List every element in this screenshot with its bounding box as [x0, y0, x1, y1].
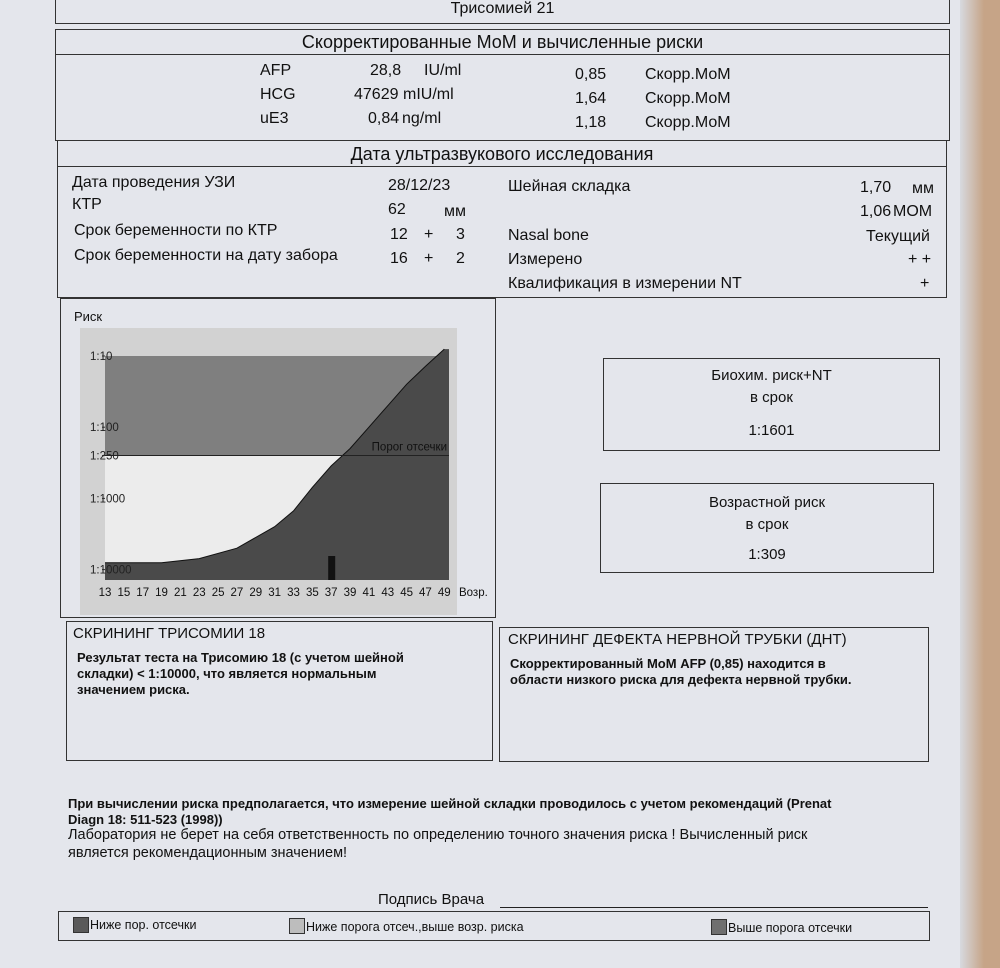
- ga-ktr-days: 3: [456, 226, 465, 243]
- y-tick-label: 1:100: [90, 422, 119, 435]
- combined-risk-subtitle: в срок: [750, 389, 793, 406]
- x-tick-label: 19: [155, 587, 168, 599]
- ga-ktr-plus: +: [424, 226, 434, 243]
- y-tick-label: 1:250: [90, 450, 119, 463]
- legend-swatch-above: [711, 919, 727, 935]
- marker-name: uE3: [260, 110, 289, 127]
- ga-sample-weeks: 16: [390, 250, 408, 267]
- threshold-label: Порог отсечки: [371, 441, 447, 454]
- legend-swatch-mid: [289, 918, 305, 934]
- ntd-title: СКРИНИНГ ДЕФЕКТА НЕРВНОЙ ТРУБКИ (ДНТ): [508, 631, 847, 648]
- x-tick-label: 17: [136, 587, 150, 599]
- legend-label: Выше порога отсечки: [728, 921, 853, 935]
- marker-name: AFP: [260, 62, 292, 79]
- legend-label: Ниже порога отсеч.,выше возр. риска: [306, 920, 524, 934]
- x-tick-label: 23: [192, 587, 206, 599]
- x-tick-label: 49: [437, 587, 451, 599]
- t18-title: СКРИНИНГ ТРИСОМИИ 18: [73, 625, 266, 642]
- mom-title: Скорректированные МоМ и вычисленные риски: [301, 32, 704, 52]
- ga-sample-label: Срок беременности на дату забора: [74, 247, 338, 264]
- trisomy21-title-box: [55, 0, 950, 24]
- t18-line: значением риска.: [77, 682, 190, 697]
- trisomy21-title: Трисомией 21: [450, 0, 555, 17]
- t18-line: складки) < 1:10000, что является нормальным: [77, 666, 377, 681]
- ntd-line: области низкого риска для дефекта нервной трубки.: [510, 672, 852, 687]
- signature-line: [500, 907, 928, 908]
- nasal-bone-label: Nasal bone: [508, 227, 589, 244]
- marker-mom: 1,64: [575, 90, 607, 107]
- marker-mom-label: Скорр.МоМ: [645, 90, 731, 107]
- legend-label: Ниже пор. отсечки: [90, 918, 197, 932]
- x-tick-label: 37: [324, 587, 338, 599]
- nt-mom-unit: МОМ: [893, 203, 933, 220]
- x-tick-label: 21: [173, 587, 187, 599]
- marker-value: 28,8: [370, 62, 402, 79]
- nasal-bone-value: Текущий: [866, 228, 930, 245]
- nt-unit: мм: [912, 180, 934, 197]
- marker-mom: 1,18: [575, 114, 607, 131]
- ga-ktr-weeks: 12: [390, 226, 408, 243]
- x-tick-label: 13: [98, 587, 112, 599]
- nt-value: 1,70: [860, 179, 892, 196]
- ntd-screening-box: [499, 627, 929, 762]
- age-risk-subtitle: в срок: [745, 516, 789, 533]
- age-risk-title: Возрастной риск: [708, 494, 826, 511]
- combined-risk-box: [603, 358, 940, 451]
- us-date-value: 28/12/23: [388, 177, 451, 194]
- us-date-label: Дата проведения УЗИ: [72, 174, 236, 191]
- marker-value: 0,84: [368, 110, 400, 127]
- chart-y-label: Риск: [74, 309, 103, 324]
- y-tick-label: 1:10000: [90, 564, 132, 577]
- marker-name: HCG: [260, 86, 296, 103]
- footnote-line: Лаборатория не берет на себя ответственность по определению точного значения риска ! Вычисленный риск: [68, 827, 808, 843]
- measured-value: + +: [908, 251, 932, 268]
- nt-qualification-label: Квалификация в измерении NT: [508, 275, 742, 292]
- x-tick-label: 29: [249, 587, 263, 599]
- signature-label: Подпись Врача: [378, 891, 485, 908]
- ga-sample-plus: +: [424, 250, 434, 267]
- age-risk-value: 1:309: [748, 546, 786, 563]
- marker-unit: mIU/ml: [403, 86, 454, 103]
- t18-screening-box: [66, 621, 493, 761]
- nt-mom-value: 1,06: [860, 203, 892, 220]
- t18-line: Результат теста на Трисомию 18 (с учетом шейной: [77, 650, 404, 665]
- ktr-value: 62: [388, 201, 406, 218]
- nt-qualification-value: +: [920, 275, 930, 292]
- ultrasound-header-box: [57, 140, 947, 167]
- marker-mom-label: Скорр.МоМ: [645, 66, 731, 83]
- ga-sample-days: 2: [456, 250, 465, 267]
- combined-risk-value: 1:1601: [748, 422, 795, 439]
- x-tick-label: 27: [230, 587, 244, 599]
- mom-header-box: [55, 29, 950, 55]
- ktr-label: КТР: [72, 196, 102, 213]
- footnote-bold-line: При вычислении риска предполагается, что измерение шейной складки проводилось с учетом рекомендаций (Prenat: [68, 796, 832, 811]
- nt-label: Шейная складка: [508, 178, 631, 195]
- x-axis-label: Возр.: [459, 587, 488, 599]
- ktr-unit: мм: [444, 203, 466, 220]
- footnote-bold-line: Diagn 18: 511-523 (1998)): [68, 812, 223, 827]
- x-tick-label: 45: [400, 587, 413, 599]
- marker-value: 47629: [354, 86, 399, 103]
- legend-swatch-below: [73, 917, 89, 933]
- x-tick-label: 15: [117, 587, 131, 599]
- page-edge: [960, 0, 1000, 968]
- patient-marker: [328, 556, 335, 580]
- y-tick-label: 1:10: [90, 351, 113, 363]
- ntd-line: Скорректированный МоМ AFP (0,85) находится в: [510, 656, 826, 671]
- marker-mom-label: Скорр.МоМ: [645, 114, 731, 131]
- x-tick-label: 33: [287, 587, 300, 599]
- ultrasound-title: Дата ультразвукового исследования: [350, 144, 654, 164]
- combined-risk-title: Биохим. риск+NT: [711, 367, 832, 384]
- x-tick-label: 31: [268, 587, 282, 599]
- measured-label: Измерено: [508, 251, 583, 268]
- x-tick-label: 35: [305, 587, 319, 599]
- x-tick-label: 47: [419, 587, 432, 599]
- marker-unit: ng/ml: [402, 110, 442, 127]
- ga-ktr-label: Срок беременности по КТР: [74, 222, 278, 239]
- y-tick-label: 1:1000: [90, 493, 126, 506]
- marker-unit: IU/ml: [424, 62, 462, 79]
- age-risk-box: [600, 483, 934, 573]
- footnote-line: является рекомендационным значением!: [68, 845, 348, 861]
- mom-body-box: [55, 55, 950, 141]
- x-tick-label: 39: [343, 587, 357, 599]
- x-tick-label: 25: [211, 587, 225, 599]
- risk-chart: [60, 298, 496, 618]
- marker-mom: 0,85: [575, 66, 607, 83]
- x-tick-label: 43: [381, 587, 395, 599]
- x-tick-label: 41: [362, 587, 376, 599]
